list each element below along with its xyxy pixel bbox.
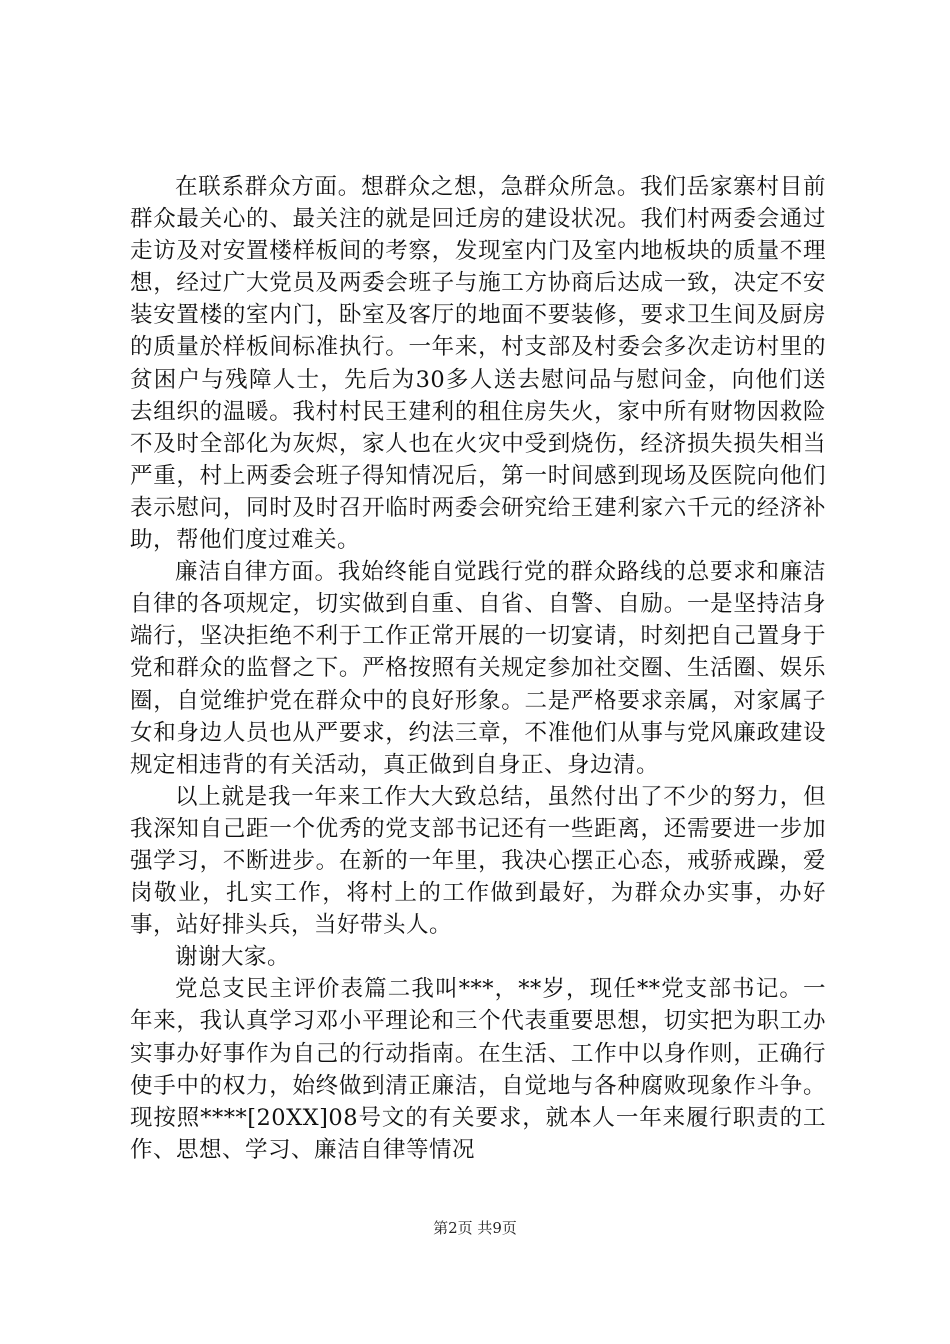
paragraph-self-discipline: 廉洁自律方面。我始终能自觉践行党的群众路线的总要求和廉洁自律的各项规定，切实做到自重、自省、自警、自励。一是坚持洁身端行，坚决拒绝不利于工作正常开展的一切宴请，时刻把自己置身于党和群众的监督之下。严格按照有关规定参加社交圈、生活圈、娱乐圈，自觉维护党在群众中的良好形象。二是严格要求亲属，对家属子女和身边人员也从严要求，约法三章，不准他们从事与党风廉政建设规定相违背的有关活动，真正做到自身正、身边清。 [130, 559, 826, 778]
paragraph-section-two: 党总支民主评价表篇二我叫***，**岁，现任**党支部书记。一年来，我认真学习邓小平理论和三个代表重要思想，切实把为职工办实事办好事作为自己的行动指南。在生活、工作中以身作则，正确行使手中的权力，始终做到清正廉洁，自觉地与各种腐败现象作斗争。现按照****[20XX]08号文的有关要求，就本人一年来履行职责的工作、思想、学习、廉洁自律等情况 [130, 976, 826, 1163]
paragraph-contact-masses: 在联系群众方面。想群众之想，急群众所急。我们岳家寨村目前群众最关心的、最关注的就是回迁房的建设状况。我们村两委会通过走访及对安置楼样板间的考察，发现室内门及室内地板块的质量不理想，经过广大党员及两委会班子与施工方协商后达成一致，决定不安装安置楼的室内门，卧室及客厅的地面不要装修，要求卫生间及厨房的质量於样板间标准执行。一年来，村支部及村委会多次走访村里的贫困户与残障人士，先后为30多人送去慰问品与慰问金，向他们送去组织的温暖。我村村民王建利的租住房失火，家中所有财物因救险不及时全部化为灰烬，家人也在火灾中受到烧伤，经济损失损失相当严重，村上两委会班子得知情况后，第一时间感到现场及医院向他们表示慰问，同时及时召开临时两委会研究给王建利家六千元的经济补助，帮他们度过难关。 [130, 174, 826, 554]
page-footer: 第2页 共9页 [433, 1219, 517, 1237]
paragraph-thanks: 谢谢大家。 [175, 944, 291, 971]
paragraph-summary: 以上就是我一年来工作大大致总结，虽然付出了不少的努力，但我深知自己距一个优秀的党支部书记还有一些距离，还需要进一步加强学习，不断进步。在新的一年里，我决心摆正心态，戒骄戒躁，爱岗敬业，扎实工作，将村上的工作做到最好，为群众办实事，办好事，站好排头兵，当好带头人。 [130, 783, 826, 939]
document-body [130, 171, 826, 1166]
